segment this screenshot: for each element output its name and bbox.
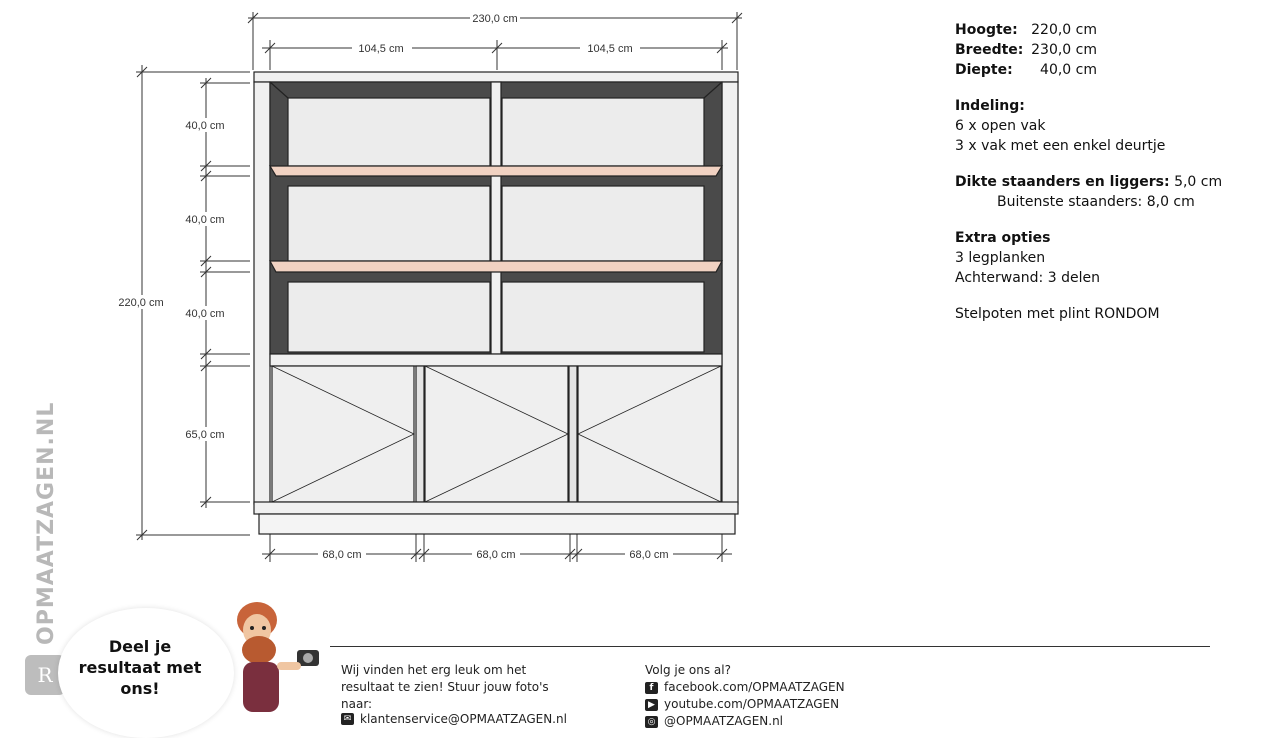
brand-vertical-text: OPMAATZAGEN.NL <box>34 401 59 645</box>
row2-height-label: 40,0 cm <box>185 214 225 226</box>
instagram-link[interactable] <box>645 713 845 730</box>
open-compartment <box>288 186 490 261</box>
instagram-icon: ◎ <box>645 716 658 728</box>
cabinet <box>254 72 738 534</box>
depth-value: 40,0 cm <box>1040 62 1097 78</box>
share-heading: Deel je resultaat met ons! <box>78 637 202 698</box>
extra-option: 3 legplanken <box>955 250 1046 266</box>
feet-text: Stelpoten met plint RONDOM <box>955 306 1160 322</box>
shelf-2 <box>270 261 722 272</box>
width-value: 230,0 cm <box>1031 42 1097 58</box>
door3-width-label: 68,0 cm <box>629 549 669 561</box>
open-compartment <box>288 282 490 352</box>
height-value: 220,0 cm <box>1031 22 1097 38</box>
extra-option: Achterwand: 3 delen <box>955 270 1100 286</box>
open-compartment <box>502 98 704 166</box>
share-description: Wij vinden het erg leuk om het resultaat te zien! Stuur jouw foto's naar: <box>341 663 549 711</box>
open-compartment <box>502 282 704 352</box>
youtube-link[interactable] <box>645 696 845 713</box>
door1-width-label: 68,0 cm <box>322 549 362 561</box>
section-width-left-label: 104,5 cm <box>358 43 404 55</box>
door-3 <box>578 366 721 502</box>
door-2 <box>425 366 568 502</box>
door-1 <box>272 366 414 502</box>
email-link[interactable]: klantenservice@OPMAATZAGEN.nl <box>360 712 567 726</box>
outer-stiles-text: Buitenste staanders: 8,0 cm <box>997 194 1195 210</box>
door2-width-label: 68,0 cm <box>476 549 516 561</box>
open-compartment <box>288 98 490 166</box>
row3-height-label: 40,0 cm <box>185 308 225 320</box>
cabinet-drawing <box>0 0 760 600</box>
thickness-value: 5,0 cm <box>1174 174 1223 190</box>
youtube-text[interactable]: youtube.com/OPMAATZAGEN <box>664 697 840 711</box>
shelf-1 <box>270 166 722 176</box>
thickness-label: Dikte staanders en liggers: <box>955 174 1170 190</box>
depth-label: Diepte: <box>955 62 1013 78</box>
plinth <box>259 514 735 534</box>
mascot-photographer-icon <box>225 598 325 720</box>
specs-panel <box>955 20 1222 324</box>
layout-line: 3 x vak met een enkel deurtje <box>955 138 1166 154</box>
section-width-right-label: 104,5 cm <box>587 43 633 55</box>
facebook-icon: f <box>645 682 658 694</box>
layout-line: 6 x open vak <box>955 118 1046 134</box>
row1-height-label: 40,0 cm <box>185 120 225 132</box>
overall-height-label: 220,0 cm <box>118 297 164 309</box>
top-panel <box>254 72 738 82</box>
height-label: Hoogte: <box>955 22 1018 38</box>
email-contact[interactable] <box>341 712 567 726</box>
extra-options-title: Extra opties <box>955 230 1051 246</box>
youtube-icon: ▶ <box>645 699 658 711</box>
facebook-text[interactable]: facebook.com/OPMAATZAGEN <box>664 680 845 694</box>
right-outer-stile <box>722 82 738 504</box>
facebook-link[interactable] <box>645 679 845 696</box>
center-stile <box>491 82 501 354</box>
overall-width-label: 230,0 cm <box>472 13 518 25</box>
logo-icon: R <box>25 655 65 695</box>
follow-title: Volg je ons al? <box>645 663 731 677</box>
bottom-panel <box>254 502 738 514</box>
left-outer-stile <box>254 82 270 504</box>
open-compartment <box>502 186 704 261</box>
instagram-text[interactable]: @OPMAATZAGEN.nl <box>664 714 784 728</box>
footer-divider <box>330 646 1210 647</box>
mail-icon: ✉ <box>341 713 354 725</box>
width-label: Breedte: <box>955 42 1024 58</box>
layout-title: Indeling: <box>955 98 1025 114</box>
middle-rail <box>270 354 722 366</box>
row4-height-label: 65,0 cm <box>185 429 225 441</box>
